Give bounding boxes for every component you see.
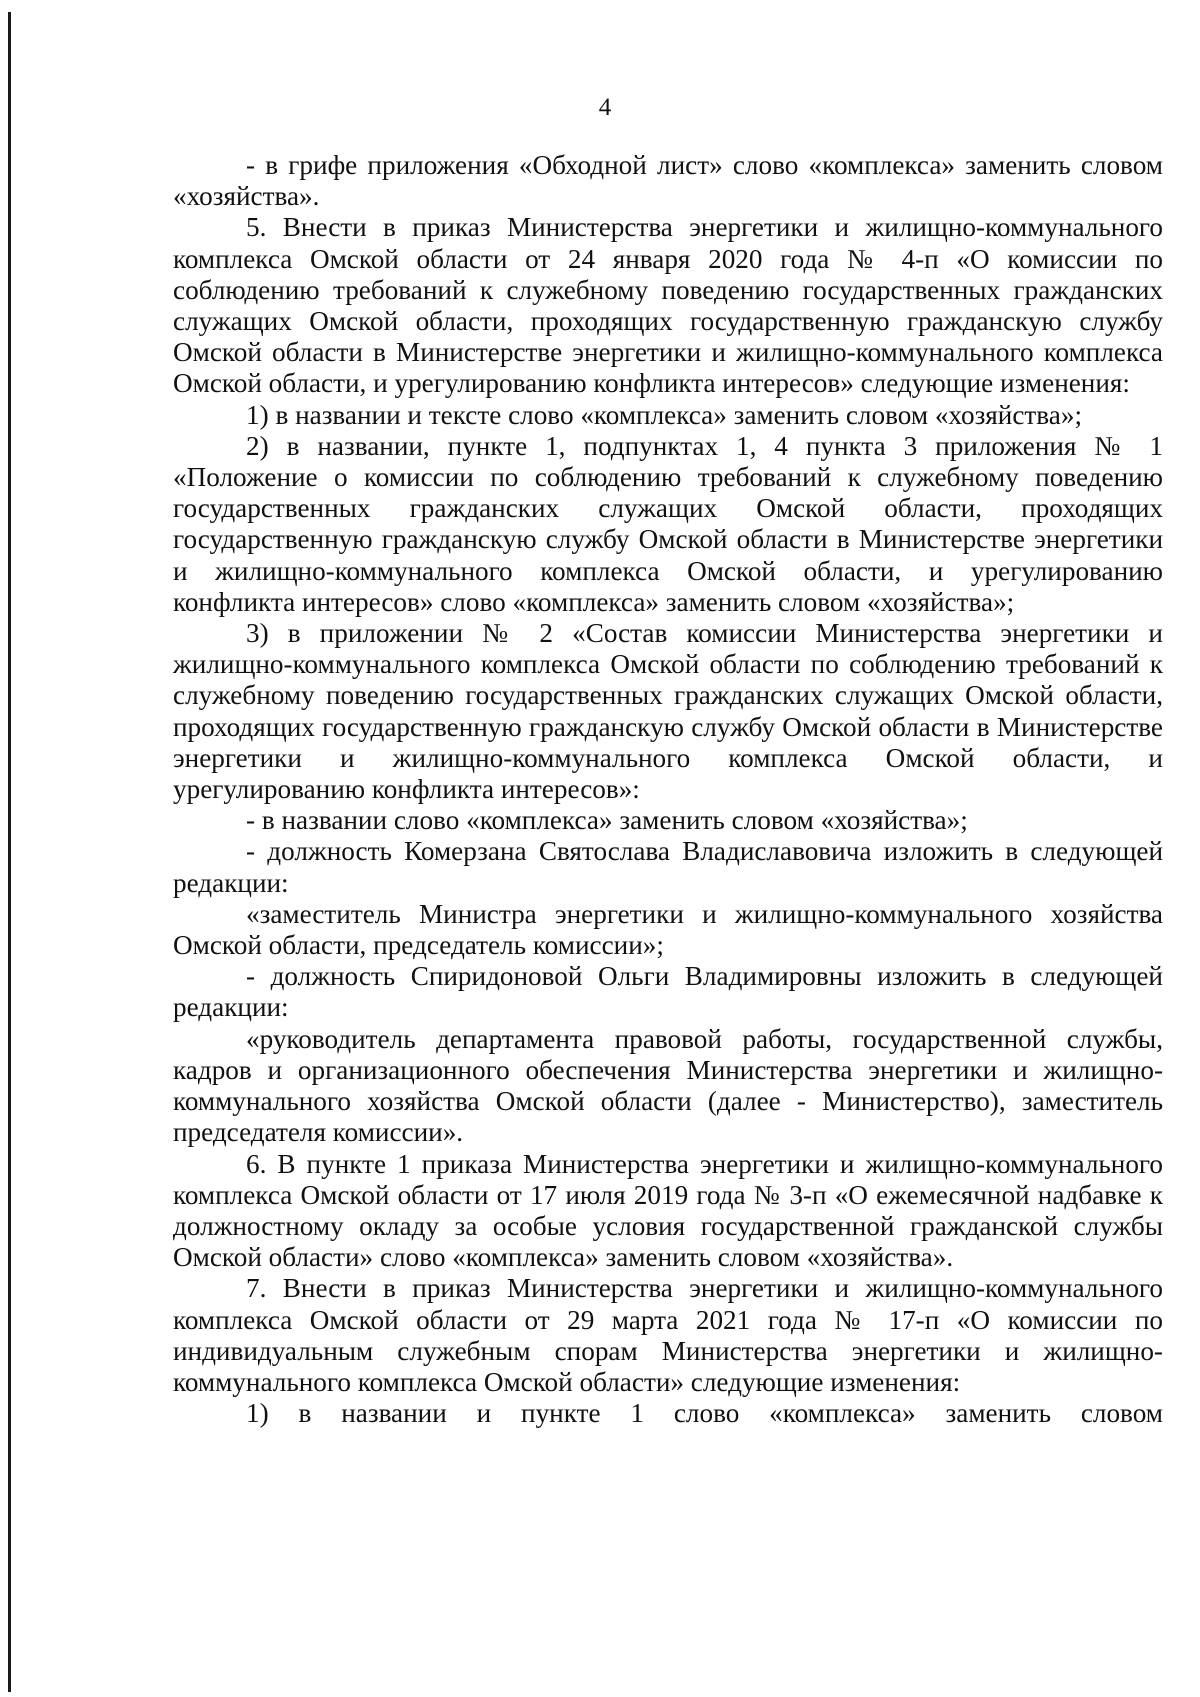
paragraph: 1) в названии и пункте 1 слово «комплекса» заменить словом bbox=[246, 1398, 1163, 1429]
paragraph: 1) в названии и тексте слово «комплекса» заменить словом «хозяйства»; bbox=[246, 399, 1082, 430]
paragraph: - в названии слово «комплекса» заменить словом «хозяйства»; bbox=[246, 805, 968, 836]
scan-edge-line bbox=[8, 12, 11, 1692]
paragraph: - должность Спиридоновой Ольги Владимировны изложить в следующей редакции: bbox=[173, 961, 1163, 1023]
paragraph: 5. Внести в приказ Министерства энергетики и жилищно-коммунального комплекса Омской области от 24 января 2020 года № 4-п «О комиссии по соблюдению требований к служебному поведению государственных гражданских служащих Омской области, проходящих государственную гражданскую службу Омской области в Министерстве энергетики и жилищно-коммунального комплекса Омской области, и урегулированию конфликта интересов» следующие изменения: bbox=[173, 212, 1163, 399]
paragraph: 2) в названии, пункте 1, подпунктах 1, 4 пункта 3 приложения № 1 «Положение о комиссии по соблюдению требований к служебному поведению государственных гражданских служащих Омской области, проходящих государственную гражданскую службу Омской области в Министерстве энергетики и жилищно-коммунального комплекса Омской области, и урегулированию конфликта интересов» слово «комплекса» заменить словом «хозяйства»; bbox=[173, 430, 1163, 617]
page-number: 4 bbox=[598, 94, 612, 121]
document-body bbox=[173, 150, 1163, 1429]
paragraph: 3) в приложении № 2 «Состав комиссии Министерства энергетики и жилищно-коммунального комплекса Омской области по соблюдению требований к служебному поведению государственных гражданских служащих Омской области, проходящих государственную гражданскую службу Омской области в Министерстве энергетики и жилищно-коммунального комплекса Омской области, и урегулированию конфликта интересов»: bbox=[173, 618, 1163, 805]
paragraph: «заместитель Министра энергетики и жилищно-коммунального хозяйства Омской области, председатель комиссии»; bbox=[173, 898, 1163, 961]
paragraph: 6. В пункте 1 приказа Министерства энергетики и жилищно-коммунального комплекса Омской области от 17 июля 2019 года № 3-п «О ежемесячной надбавке к должностному окладу за особые условия государственной гражданской службы Омской области» слово «комплекса» заменить словом «хозяйства». bbox=[173, 1148, 1163, 1273]
paragraph: «руководитель департамента правовой работы, государственной службы, кадров и организационного обеспечения Министерства энергетики и жилищно-коммунального хозяйства Омской области (далее - Министерство), заместитель председателя комиссии». bbox=[173, 1023, 1163, 1148]
paragraph: - должность Комерзана Святослава Владиславовича изложить в следующей редакции: bbox=[173, 836, 1163, 898]
paragraph: 7. Внести в приказ Министерства энергетики и жилищно-коммунального комплекса Омской области от 29 марта 2021 года № 17-п «О комиссии по индивидуальным служебным спорам Министерства энергетики и жилищно-коммунального комплекса Омской области» следующие изменения: bbox=[173, 1273, 1163, 1397]
paragraph: - в грифе приложения «Обходной лист» слово «комплекса» заменить словом «хозяйства». bbox=[173, 150, 1163, 212]
